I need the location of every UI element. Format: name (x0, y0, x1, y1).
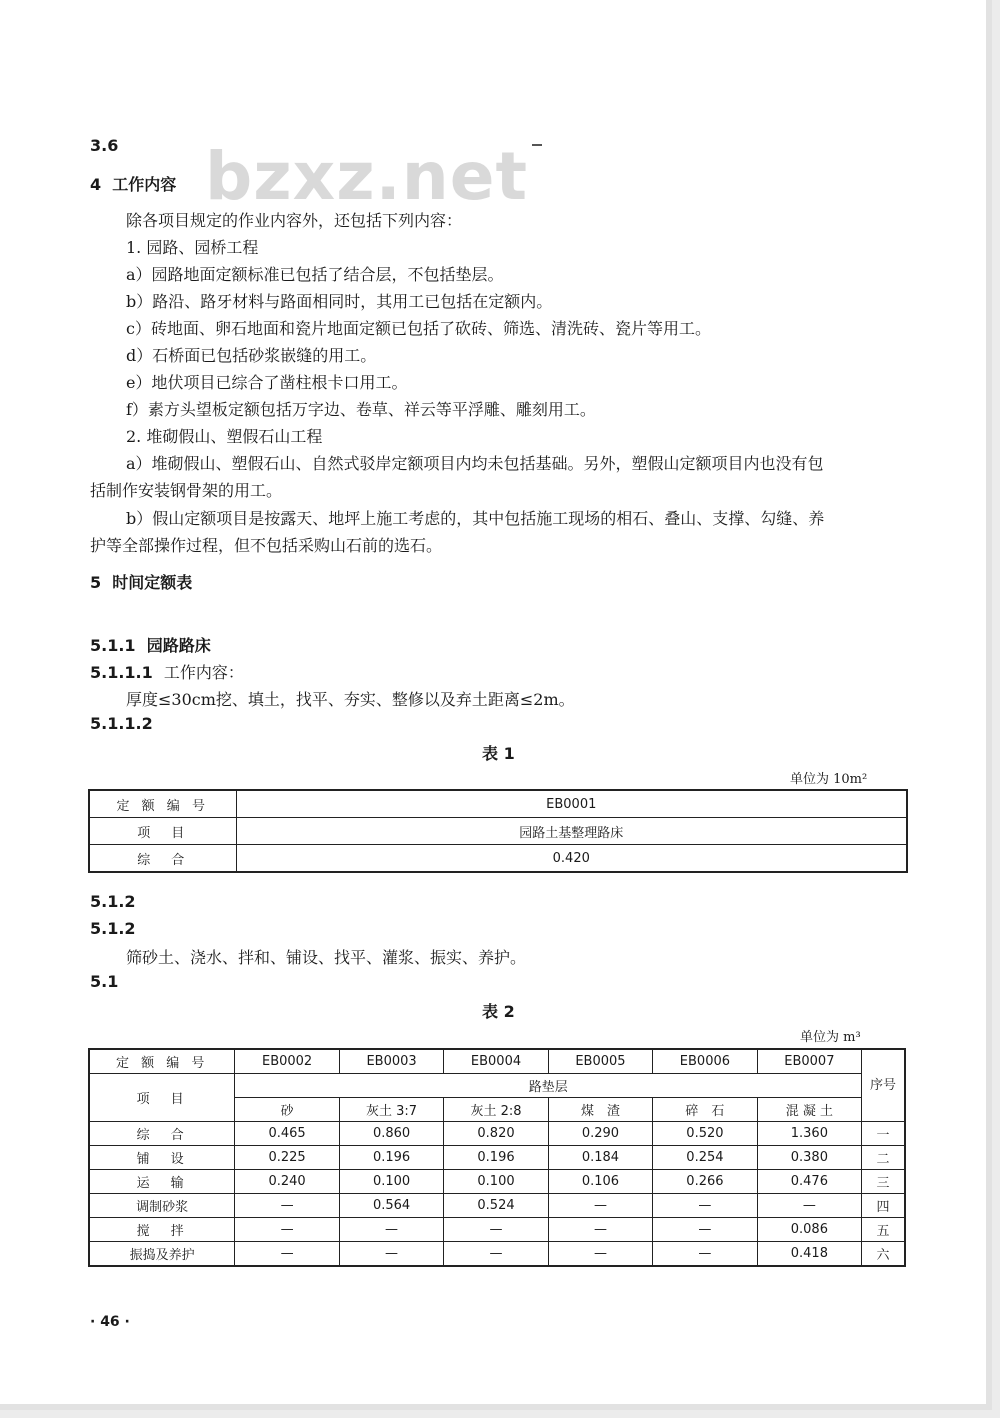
section-5-1-2-heading-a: 5.1.2 (90, 892, 136, 911)
table2-title: 表 2 (482, 1002, 515, 1021)
seq-cell: 一 (862, 1122, 905, 1146)
material-cell: 灰土 3:7 (339, 1098, 443, 1122)
part2-item-a-line2: 括制作安装钢骨架的用工。 (90, 481, 283, 500)
value-cell: 0.196 (444, 1146, 548, 1170)
value-cell: 0.476 (757, 1170, 861, 1194)
table-row (89, 1218, 905, 1242)
stray-mark (532, 144, 542, 146)
part1-item-b: b）路沿、路牙材料与路面相同时，其用工已包括在定额内。 (126, 292, 553, 311)
value-cell: — (235, 1242, 339, 1267)
value-cell: — (548, 1242, 652, 1267)
intro-paragraph: 除各项目规定的作业内容外，还包括下列内容： (126, 211, 463, 230)
work-content-2: 筛砂土、浇水、拌和、铺设、找平、灌浆、振实、养护。 (126, 948, 527, 967)
part2-item-b-line1: b）假山定额项目是按露天、地坪上施工考虑的，其中包括施工现场的相石、叠山、支撑、勾缝、养 (126, 509, 825, 528)
item-header: 项 目 (89, 1074, 235, 1122)
section-5-heading (90, 570, 192, 593)
part2-title: 2. 堆砌假山、塑假石山工程 (126, 427, 323, 446)
table-row (89, 790, 907, 818)
value-cell: 0.100 (444, 1170, 548, 1194)
row-label: 振捣及养护 (89, 1242, 235, 1267)
material-cell: 碎 石 (653, 1098, 757, 1122)
section-number: 4 (90, 175, 102, 194)
code-cell: EB0004 (444, 1049, 548, 1074)
value-cell: 0.196 (339, 1146, 443, 1170)
table-row (89, 1170, 905, 1194)
value-cell: 0.184 (548, 1146, 652, 1170)
value-cell: 0.290 (548, 1122, 652, 1146)
table2 (88, 1048, 906, 1267)
code-cell: EB0003 (339, 1049, 443, 1074)
code-cell: EB0006 (653, 1049, 757, 1074)
material-cell: 混 凝 土 (757, 1098, 861, 1122)
table1-unit: 单位为 10m² (790, 772, 868, 787)
value-cell: 0.860 (339, 1122, 443, 1146)
seq-cell: 二 (862, 1146, 905, 1170)
watermark: bzxz.net (205, 138, 529, 215)
value-cell: 0.086 (757, 1218, 861, 1242)
value-cell: 0.418 (757, 1242, 861, 1267)
section-title: 工作内容： (163, 663, 244, 682)
value-cell: — (235, 1194, 339, 1218)
table1 (88, 789, 908, 873)
heading-3-6: 3.6 (90, 136, 119, 155)
seq-cell: 三 (862, 1170, 905, 1194)
section-5-1-1-1-heading (90, 660, 244, 683)
row-label: 项 目 (89, 818, 236, 845)
part1-item-a: a）园路地面定额标准已包括了结合层，不包括垫层。 (126, 265, 504, 284)
value-cell: 0.380 (757, 1146, 861, 1170)
section-number: 5.1.1.1 (90, 663, 153, 682)
code-cell: EB0005 (548, 1049, 652, 1074)
section-title: 时间定额表 (112, 573, 193, 592)
section-number: 5.1.1 (90, 636, 136, 655)
row-value: EB0001 (236, 790, 907, 818)
value-cell: — (653, 1242, 757, 1267)
value-cell: — (339, 1242, 443, 1267)
value-cell: 0.520 (653, 1122, 757, 1146)
part1-item-e: e）地伏项目已综合了凿柱根卡口用工。 (126, 373, 408, 392)
row-label: 调制砂浆 (89, 1194, 235, 1218)
section-5-1-2-heading-b: 5.1.2 (90, 919, 136, 938)
code-cell: EB0007 (757, 1049, 861, 1074)
code-cell: EB0002 (235, 1049, 339, 1074)
value-cell: — (757, 1194, 861, 1218)
value-cell: — (653, 1218, 757, 1242)
table-row (89, 1122, 905, 1146)
code-header: 定 额 编 号 (89, 1049, 235, 1074)
value-cell: — (235, 1218, 339, 1242)
value-cell: — (548, 1194, 652, 1218)
table-header-row (89, 1049, 905, 1074)
value-cell: 0.266 (653, 1170, 757, 1194)
table-row (89, 1194, 905, 1218)
row-label: 定 额 编 号 (89, 790, 236, 818)
row-label: 搅 拌 (89, 1218, 235, 1242)
value-cell: — (444, 1242, 548, 1267)
value-cell: 0.225 (235, 1146, 339, 1170)
part1-title: 1. 园路、园桥工程 (126, 238, 259, 257)
value-cell: — (653, 1194, 757, 1218)
seq-cell: 五 (862, 1218, 905, 1242)
table-row (89, 1146, 905, 1170)
work-content-1: 厚度≤30cm挖、填土，找平、夯实、整修以及弃土距离≤2m。 (126, 690, 575, 709)
group-header: 路垫层 (235, 1074, 862, 1098)
section-number: 5 (90, 573, 102, 592)
value-cell: 0.465 (235, 1122, 339, 1146)
section-title: 工作内容 (112, 175, 177, 194)
table-row (89, 818, 907, 845)
table2-unit: 单位为 m³ (800, 1030, 861, 1045)
material-cell: 砂 (235, 1098, 339, 1122)
value-cell: — (339, 1218, 443, 1242)
section-5-1-heading (90, 606, 101, 625)
part1-item-f: f）素方头望板定额包括万字边、卷草、祥云等平浮雕、雕刻用工。 (126, 400, 596, 419)
table1-title: 表 1 (482, 744, 515, 763)
value-cell: 0.524 (444, 1194, 548, 1218)
section-5-1-heading-b: 5.1 (90, 972, 119, 991)
value-cell: 0.240 (235, 1170, 339, 1194)
material-cell: 煤 渣 (548, 1098, 652, 1122)
seq-cell: 六 (862, 1242, 905, 1267)
seq-cell: 四 (862, 1194, 905, 1218)
row-value: 园路土基整理路床 (236, 818, 907, 845)
part2-item-a-line1: a）堆砌假山、塑假石山、自然式驳岸定额项目内均未包括基础。另外，塑假山定额项目内也没有包 (126, 454, 824, 473)
part1-item-d: d）石桥面已包括砂浆嵌缝的用工。 (126, 346, 377, 365)
row-label: 铺 设 (89, 1146, 235, 1170)
value-cell: 0.254 (653, 1146, 757, 1170)
value-cell: 1.360 (757, 1122, 861, 1146)
section-5-1-1-2-heading: 5.1.1.2 (90, 714, 153, 733)
section-title: 园路路床 (146, 636, 211, 655)
table-row (89, 845, 907, 873)
section-5-1-1-heading (90, 633, 211, 656)
row-label: 综 合 (89, 845, 236, 873)
row-label: 运 输 (89, 1170, 235, 1194)
value-cell: 0.820 (444, 1122, 548, 1146)
page-number: · 46 · (90, 1314, 130, 1330)
part2-item-b-line2: 护等全部操作过程，但不包括采购山石前的选石。 (90, 536, 443, 555)
part1-item-c: c）砖地面、卵石地面和瓷片地面定额已包括了砍砖、筛选、清洗砖、瓷片等用工。 (126, 319, 711, 338)
seq-header: 序号 (862, 1049, 905, 1122)
material-cell: 灰土 2:8 (444, 1098, 548, 1122)
value-cell: — (444, 1218, 548, 1242)
table-row (89, 1242, 905, 1267)
row-label: 综 合 (89, 1122, 235, 1146)
value-cell: 0.100 (339, 1170, 443, 1194)
value-cell: — (548, 1218, 652, 1242)
value-cell: 0.564 (339, 1194, 443, 1218)
row-value: 0.420 (236, 845, 907, 873)
value-cell: 0.106 (548, 1170, 652, 1194)
section-4-heading (90, 172, 176, 195)
table-header-row (89, 1074, 905, 1098)
